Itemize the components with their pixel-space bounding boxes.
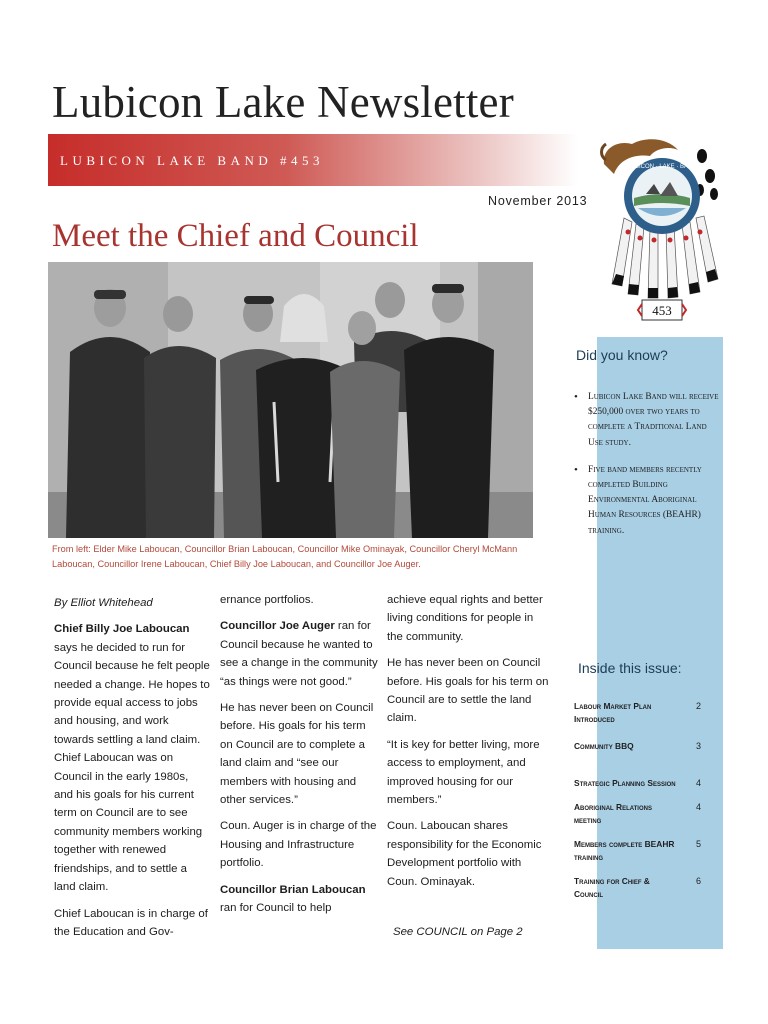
table-of-contents — [574, 700, 720, 901]
article-column-1 — [54, 594, 210, 949]
paragraph: He has never been on Council before. His goals for his term on Council are to complete a land claim and “see our members with housing and other services.” — [220, 702, 374, 807]
band-seal-icon — [598, 134, 726, 326]
paragraph: He has never been on Council before. His goals for his term on Council are to settle the land claim. — [387, 657, 549, 725]
paragraph: ernance portfolios. — [220, 594, 314, 606]
article-column-3 — [387, 591, 549, 899]
bullet-icon: • — [574, 391, 578, 403]
bullet-icon: • — [574, 463, 578, 476]
group-photo-icon — [48, 262, 533, 538]
paragraph: Chief Billy Joe Laboucan says he decided to run for Council because he felt people needed a change. He hopes to provide equal access to jobs and housing, and work towards settling a land claim. Chief Laboucan was on Council in the early 1980s, and his goals for his current term on Council are to see community members working together with renewed friendships, and to settle a land claim. — [54, 623, 210, 894]
toc-item[interactable]: Members complete BEAHR training 5 — [574, 839, 702, 862]
byline: By Elliot Whitehead — [54, 597, 153, 609]
paragraph: Councillor Joe Auger ran for Council because he wanted to see a change in the community “as things were not good.” — [220, 620, 378, 688]
fact-item: • Five band members recently completed Building Environmental Aboriginal Human Resources (BEAHR) training. — [574, 463, 702, 536]
paragraph: “It is key for better living, more access to employment, and improved housing for our members.” — [387, 738, 540, 807]
person-name: Councillor Joe Auger — [220, 620, 335, 633]
toc-item[interactable]: Aboriginal Relations meeting 4 — [574, 802, 702, 825]
newsletter-title: Lubicon Lake Newsletter — [52, 77, 514, 127]
person-name: Councillor Brian Laboucan — [220, 883, 366, 896]
toc-item[interactable]: Labour Market Plan Introduced 2 — [574, 701, 702, 724]
band-logo — [598, 134, 726, 326]
article-headline: Meet the Chief and Council — [52, 218, 419, 254]
inside-this-issue-heading: Inside this issue: — [578, 660, 682, 676]
paragraph: Coun. Laboucan shares responsibility for the Economic Development portfolio with Coun. Ominayak. — [387, 820, 542, 888]
person-name: Chief Billy Joe Laboucan — [54, 623, 190, 636]
paragraph: Councillor Brian Laboucan ran for Council to help — [220, 883, 366, 915]
did-you-know-list — [560, 390, 720, 551]
continued-on-page-link[interactable]: See COUNCIL on Page 2 — [393, 926, 523, 938]
toc-item[interactable]: Training for Chief & Council 6 — [574, 876, 702, 899]
toc-item[interactable]: Community BBQ 3 — [574, 741, 702, 751]
seal-ring-text: LUBICON · LAKE · BAND — [627, 164, 697, 170]
article-column-2 — [220, 591, 378, 926]
paragraph: Chief Laboucan is in charge of the Education and Gov- — [54, 907, 208, 938]
chief-and-council-photo — [48, 262, 533, 538]
photo-caption: From left: Elder Mike Laboucan, Councillor Brian Laboucan, Councillor Mike Ominayak, Councillor Cheryl McMann Laboucan, Councillor Irene Laboucan, Chief Billy Joe Laboucan, and Councillor Joe Auger. — [52, 544, 518, 569]
paragraph: achieve equal rights and better living conditions for people in the community. — [387, 594, 543, 643]
did-you-know-heading: Did you know? — [576, 347, 668, 363]
band-name: LUBICON LAKE BAND #453 — [60, 153, 325, 168]
fact-item: • Lubicon Lake Band will receive $250,000 over two years to complete a Traditional Land Use study. — [574, 391, 719, 448]
issue-date: November 2013 — [488, 194, 588, 208]
paragraph: Coun. Auger is in charge of the Housing and Infrastructure portfolio. — [220, 820, 377, 870]
band-number: 453 — [652, 303, 672, 318]
toc-item[interactable]: Strategic Planning Session 4 — [574, 778, 702, 788]
